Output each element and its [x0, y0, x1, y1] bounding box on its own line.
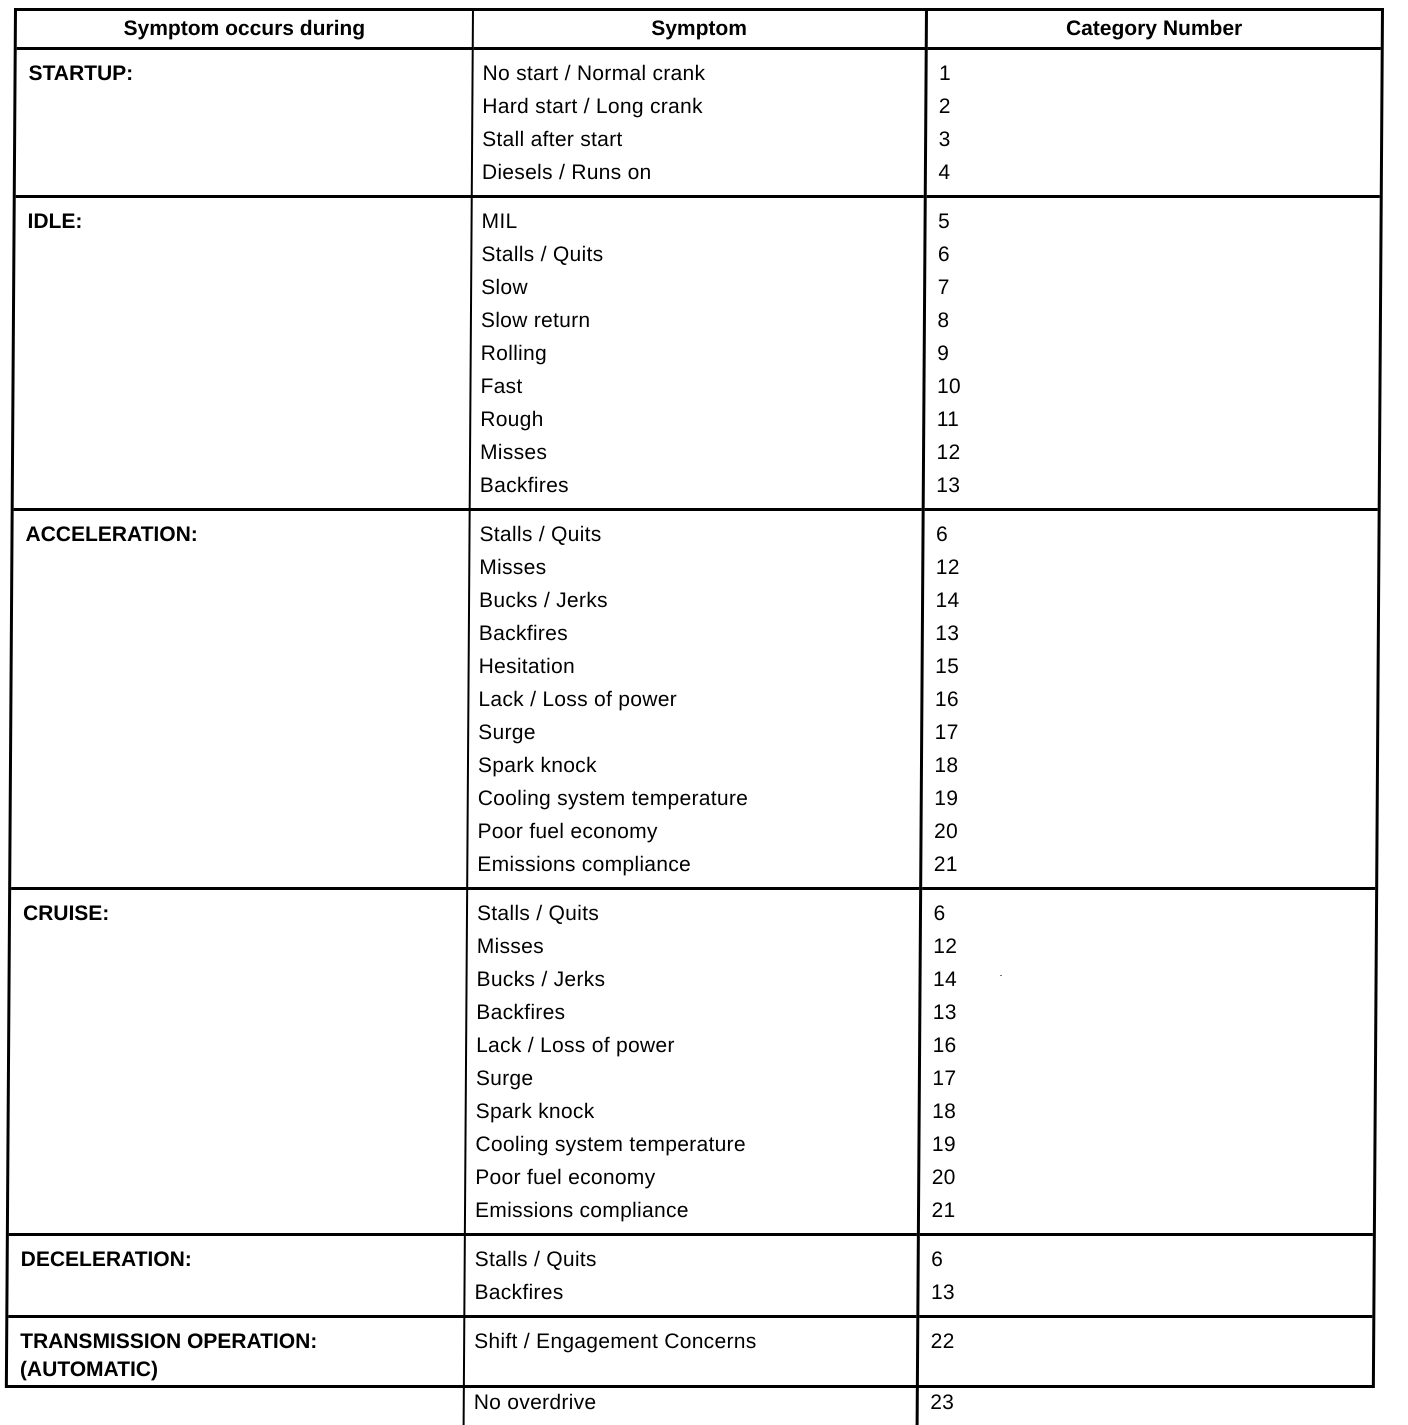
symptom-item: Shift / Engagement Concerns [465, 1325, 916, 1386]
symptom-item: Stall after start [473, 123, 924, 156]
symptom-item: Lack / Loss of power [469, 683, 920, 716]
symptom-item: Backfires [467, 996, 918, 1029]
symptom-item: Stalls / Quits [472, 238, 923, 271]
symptom-item: Slow [472, 271, 923, 304]
symptom-item: Hard start / Long crank [473, 90, 924, 123]
category-number: 8 [925, 304, 1379, 337]
symptom-item: Spark knock [469, 749, 920, 782]
symptom-item: Stalls / Quits [468, 897, 919, 930]
symptom-item: Bucks / Jerks [470, 584, 921, 617]
category-number: 21 [919, 1194, 1373, 1227]
category-number: 6 [926, 238, 1380, 271]
group-cruise [9, 889, 1375, 1235]
group-acceleration [11, 510, 1378, 889]
category-number: 21 [922, 848, 1376, 881]
category-number: 5 [926, 205, 1380, 238]
symptom-item: Fast [471, 370, 922, 403]
symptom-item: Surge [469, 716, 920, 749]
group-deceleration [8, 1235, 1373, 1317]
group-label: CRUISE: [11, 890, 466, 928]
symptom-category-table [8, 11, 1381, 1425]
category-number: 6 [921, 897, 1375, 930]
symptom-item: Misses [468, 930, 919, 963]
category-number: 14 [923, 584, 1377, 617]
symptom-item: No start / Normal crank [473, 57, 924, 90]
category-number: 20 [920, 1161, 1374, 1194]
symptom-item: Spark knock [467, 1095, 918, 1128]
category-number: 20 [922, 815, 1376, 848]
group-label: IDLE: [15, 198, 470, 236]
category-number: 14 [921, 963, 1375, 996]
category-number: 7 [926, 271, 1380, 304]
header-symptom: Symptom [473, 11, 926, 49]
symptom-item: No overdrive [465, 1386, 916, 1419]
group-idle [14, 197, 1380, 510]
category-number: 12 [921, 930, 1375, 963]
header-category-number: Category Number [926, 11, 1381, 49]
symptom-item: Rough [471, 403, 922, 436]
scan-speck [1000, 975, 1002, 976]
symptom-table-frame [5, 8, 1384, 1388]
symptom-item: Backfires [465, 1276, 916, 1309]
table-header-row [17, 11, 1381, 49]
category-number: 16 [923, 683, 1377, 716]
category-number: 17 [923, 716, 1377, 749]
symptom-item: Backfires [471, 469, 922, 502]
symptom-item: Surge [467, 1062, 918, 1095]
category-number: 23 [918, 1386, 1372, 1419]
symptom-item: Stalls / Quits [470, 518, 921, 551]
category-number: 10 [925, 370, 1379, 403]
header-symptom-occurs-during: Symptom occurs during [17, 11, 473, 49]
symptom-item: MIL [472, 205, 923, 238]
category-number: 6 [924, 518, 1378, 551]
symptom-item: Lack / Loss of power [467, 1029, 918, 1062]
category-number: 18 [922, 749, 1376, 782]
symptom-item: Diesels / Runs on [473, 156, 924, 189]
category-number: 2 [927, 90, 1381, 123]
symptom-item: Misses [470, 551, 921, 584]
category-number: 13 [921, 996, 1375, 1029]
group-startup [16, 49, 1381, 197]
symptom-item: Misses [471, 436, 922, 469]
symptom-item: Hesitation [470, 650, 921, 683]
symptom-item: Stalls / Quits [466, 1243, 917, 1276]
category-number: 3 [927, 123, 1381, 156]
category-number: 4 [926, 156, 1380, 189]
category-number: 1 [927, 57, 1381, 90]
symptom-item: Poor fuel economy [468, 815, 919, 848]
group-label: STARTUP: [16, 50, 471, 88]
category-number: 22 [918, 1325, 1372, 1386]
symptom-item: Backfires [470, 617, 921, 650]
group-label: DECELERATION: [9, 1236, 464, 1274]
category-number: 15 [923, 650, 1377, 683]
symptom-item: Cooling system temperature [466, 1128, 917, 1161]
symptom-item: Emissions compliance [468, 848, 919, 881]
category-number: 16 [921, 1029, 1375, 1062]
group-transmission-operation [8, 1317, 1373, 1425]
symptom-item: Slow return [472, 304, 923, 337]
category-number: 13 [919, 1276, 1373, 1309]
symptom-item: Emissions compliance [466, 1194, 917, 1227]
category-number: 11 [925, 403, 1379, 436]
symptom-item: Cooling system temperature [469, 782, 920, 815]
category-number: 6 [919, 1243, 1373, 1276]
category-number: 19 [920, 1128, 1374, 1161]
group-label: TRANSMISSION OPERATION: (AUTOMATIC) [8, 1318, 463, 1384]
category-number: 18 [920, 1095, 1374, 1128]
category-number: 12 [924, 436, 1378, 469]
category-number: 13 [924, 469, 1378, 502]
category-number: 13 [923, 617, 1377, 650]
category-number: 9 [925, 337, 1379, 370]
group-label: ACCELERATION: [13, 511, 468, 549]
symptom-item: Poor fuel economy [466, 1161, 917, 1194]
category-number: 12 [924, 551, 1378, 584]
symptom-item: Rolling [472, 337, 923, 370]
category-number: 17 [920, 1062, 1374, 1095]
category-number: 19 [922, 782, 1376, 815]
symptom-item: Bucks / Jerks [467, 963, 918, 996]
